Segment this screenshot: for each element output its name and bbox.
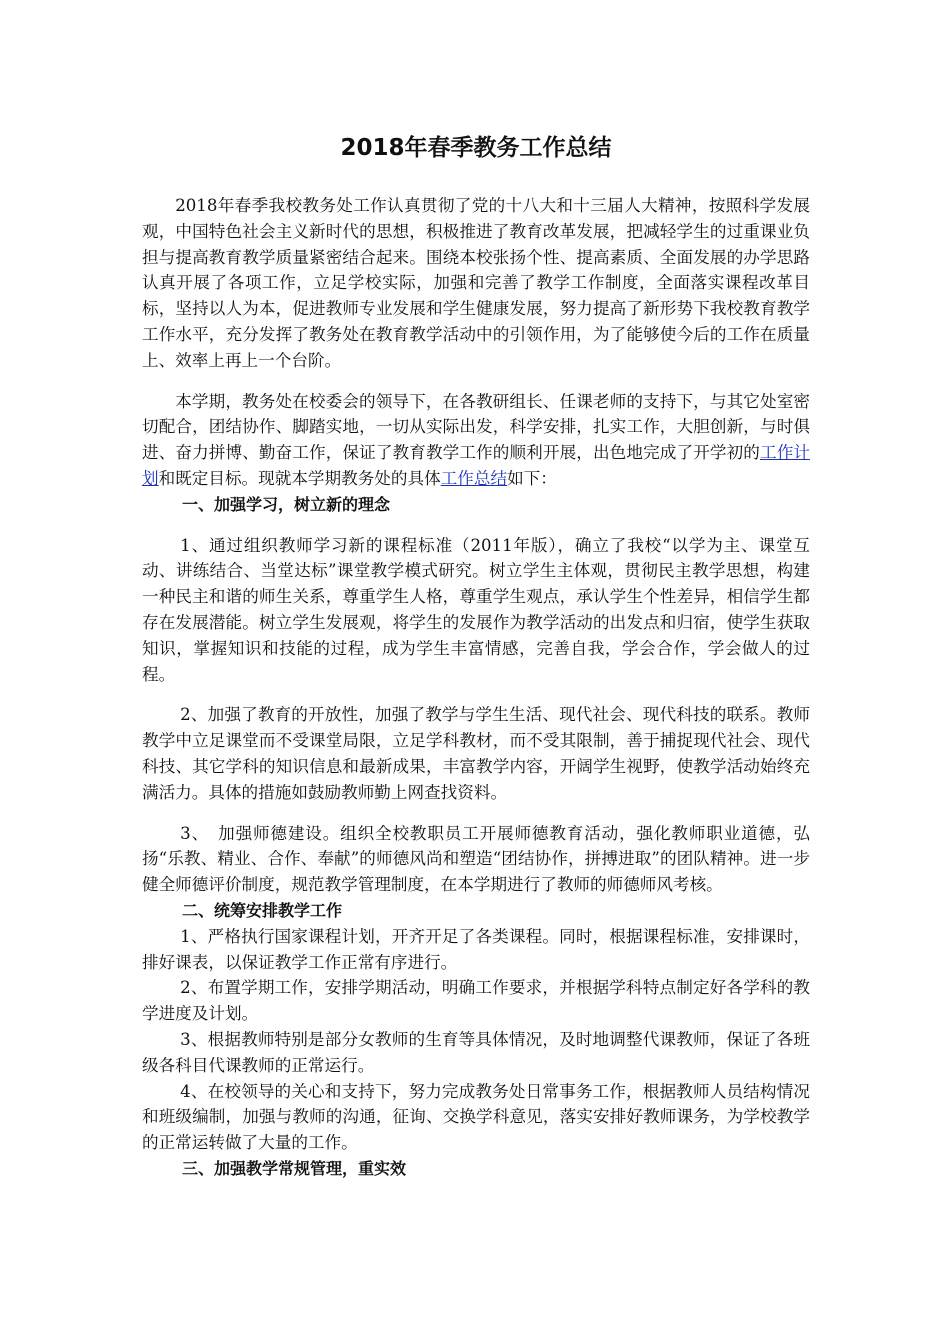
overview-paragraph [142, 389, 810, 492]
overview-text-c: 如下： [507, 468, 557, 488]
overview-text-a: 本学期，教务处在校委会的领导下，在各教研组长、任课老师的支持下，与其它处室密切配合，团结协作、脚踏实地，一切从实际出发，科学安排，扎实工作，大胆创新，与时俱进、奋力拼博、勤奋工作，保证了教育教学工作的顺利开展，出色地完成了开学初的 [142, 391, 810, 463]
section2-item-4: 4、在校领导的关心和支持下，努力完成教务处日常事务工作，根据教师人员结构情况和班级编制，加强与教师的沟通，征询、交换学科意见，落实安排好教师课务，为学校教学的正常运转做了大量的工作。 [142, 1081, 810, 1153]
intro-paragraph: 2018年春季我校教务处工作认真贯彻了党的十八大和十三届人大精神，按照科学发展观，中国特色社会主义新时代的思想，积极推进了教育改革发展，把减轻学生的过重课业负担与提高教育教学质量紧密结合起来。围绕本校张扬个性、提高素质、全面发展的办学思路认真开展了各项工作，立足学校实际，加强和完善了教学工作制度，全面落实课程改革目标，坚持以人为本，促进教师专业发展和学生健康发展，努力提高了新形势下我校教育教学工作水平，充分发挥了教务处在教育教学活动中的引领作用，为了能够使今后的工作在质量上、效率上再上一个台阶。 [142, 196, 810, 370]
section1-heading: 一、加强学习，树立新的理念 [182, 494, 391, 514]
section2-heading: 二、统筹安排教学工作 [182, 900, 343, 920]
document-body [142, 193, 810, 1182]
document-title: 2018年春季教务工作总结 [340, 135, 612, 161]
section1-item-1: 1、通过组织教师学习新的课程标准（2011年版），确立了我校“以学为主、课堂互动、讲练结合、当堂达标”课堂教学模式研究。树立学生主体观，贯彻民主教学思想，构建一种民主和谐的师生关系，尊重学生人格，尊重学生观点，承认学生个性差异，相信学生都存在发展潜能。树立学生发展观，将学生的发展作为教学活动的出发点和归宿，使学生获取知识，掌握知识和技能的过程，成为学生丰富情感，完善自我，学会合作，学会做人的过程。 [142, 535, 810, 684]
section2-item-3: 3、根据教师特别是部分女教师的生育等具体情况，及时地调整代课教师，保证了各班级各科目代课教师的正常运行。 [142, 1029, 810, 1075]
section2-item-1: 1、严格执行国家课程计划，开齐开足了各类课程。同时，根据课程标准，安排课时，排好课表，以保证教学工作正常有序进行。 [142, 926, 810, 972]
section3-heading: 三、加强教学常规管理，重实效 [182, 1158, 407, 1178]
section1-item-3: 3、 加强师德建设。组织全校教职员工开展师德教育活动，强化教师职业道德，弘扬“乐教、精业、合作、奉献”的师德风尚和塑造“团结协作，拼搏进取”的团队精神。进一步健全师德评价制度，规范教学管理制度，在本学期进行了教师的师德师风考核。 [142, 823, 810, 895]
work-summary-link[interactable]: 工作总结 [440, 468, 508, 488]
overview-text-b: 和既定目标。现就本学期教务处的具体 [158, 468, 441, 488]
section2-item-2: 2、布置学期工作，安排学期活动，明确工作要求，并根据学科特点制定好各学科的教学进度及计划。 [142, 978, 810, 1024]
work-plan-link[interactable]: 工作计划 [142, 443, 810, 488]
section1-item-2: 2、加强了教育的开放性，加强了教学与学生生活、现代社会、现代科技的联系。教师教学中立足课堂而不受课堂局限，立足学科教材，而不受其限制，善于捕捉现代社会、现代科技、其它学科的知识信息和最新成果，丰富教学内容，开阔学生视野，使教学活动始终充满活力。具体的措施如鼓励教师勤上网查找资料。 [142, 705, 810, 802]
